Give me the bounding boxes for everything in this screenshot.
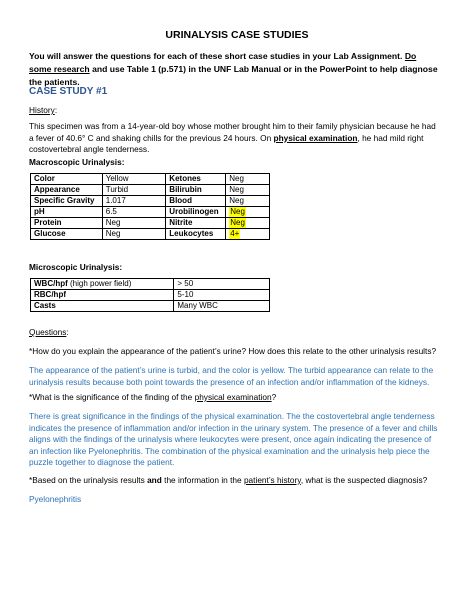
micro-row	[31, 301, 270, 312]
macro-test-value: Neg	[102, 229, 166, 240]
highlighted-value: 4+	[230, 229, 240, 238]
micro-test-label	[31, 301, 174, 312]
macro-label: Macroscopic Urinalysis:	[29, 157, 125, 167]
macro-test-label: Leukocytes	[166, 229, 226, 240]
macro-test-label: Ketones	[166, 174, 226, 185]
answer-2: There is great significance in the findings of the physical examination. The the costovertebral angle tenderness indicates the presence of inflammation and/or infection in the urinary system. The presence of a fever and chills aligns with the findings of the urinalysis where leukocytes were present, once again indicating the presence of an infection like Pyelonephritis. The combination of the physical examination and the urinalysis help piece the puzzle together to diagnose the patient.	[29, 411, 438, 468]
macro-test-value: Neg	[226, 185, 270, 196]
macro-test-value: 6.5	[102, 207, 166, 218]
macro-test-value: Neg	[226, 196, 270, 207]
questions-label: Questions	[29, 327, 67, 337]
macro-row	[31, 207, 270, 218]
macro-test-label: Glucose	[31, 229, 103, 240]
macro-row	[31, 174, 270, 185]
instructions-part1: You will answer the questions for each of these short case studies in your Lab Assignment.	[29, 51, 405, 61]
macro-test-label: Protein	[31, 218, 103, 229]
macro-test-value	[226, 207, 270, 218]
instructions-part3: and use Table 1 (p.571) in the UNF Lab Manual or in the PowerPoint to help diagnose the patients.	[29, 64, 438, 87]
history-text-part1: This specimen was from a 14-year-old boy whose mother brought him to their family physician because he had a fever of 40.6° C and shaking chills for the previous 24 hours. On	[29, 121, 436, 143]
question-2-end: ?	[271, 392, 277, 402]
question-2	[29, 392, 441, 404]
macro-row	[31, 185, 270, 196]
macro-test-value: Yellow	[102, 174, 166, 185]
instructions-research: Do some research	[29, 51, 417, 74]
macro-test-label: Specific Gravity	[31, 196, 103, 207]
micro-test-note: (high power field)	[67, 279, 132, 288]
micro-test-name: RBC/hpf	[34, 290, 66, 299]
macro-test-label: Nitrite	[166, 218, 226, 229]
macro-test-label: Blood	[166, 196, 226, 207]
question-3-part2: the information in the	[161, 475, 244, 485]
macro-test-value	[226, 229, 270, 240]
micro-test-value: 5-10	[174, 290, 270, 301]
micro-test-label	[31, 279, 174, 290]
history-label-line	[29, 105, 441, 117]
macro-test-label: Bilirubin	[166, 185, 226, 196]
questions-colon: :	[66, 327, 69, 337]
question-3	[29, 475, 441, 487]
macro-test-value: Neg	[226, 174, 270, 185]
question-1: *How do you explain the appearance of the patient’s urine? How does this relate to the other urinalysis results?	[29, 346, 437, 356]
microscopic-table	[30, 278, 270, 312]
macro-test-value: Turbid	[102, 185, 166, 196]
macro-test-label: pH	[31, 207, 103, 218]
micro-row	[31, 279, 270, 290]
macro-test-label: Color	[31, 174, 103, 185]
micro-test-value: > 50	[174, 279, 270, 290]
macro-row	[31, 196, 270, 207]
micro-row	[31, 290, 270, 301]
micro-test-value: Many WBC	[174, 301, 270, 312]
macro-row	[31, 218, 270, 229]
history-label: History	[29, 105, 55, 115]
macroscopic-table	[30, 173, 270, 240]
highlighted-value: Neg	[230, 207, 245, 216]
macro-row	[31, 229, 270, 240]
questions-label-line	[29, 327, 441, 339]
macro-test-value: 1.017	[102, 196, 166, 207]
question-2-link: physical examination	[194, 392, 272, 402]
page-title: URINALYSIS CASE STUDIES	[165, 29, 309, 41]
history-physical-exam: physical examination	[273, 132, 358, 143]
question-3-and: and	[147, 475, 162, 485]
answer-3: Pyelonephritis	[29, 494, 82, 504]
question-3-link: patient’s history	[243, 475, 301, 485]
macro-test-value	[226, 218, 270, 229]
instructions	[29, 50, 439, 89]
highlighted-value: Neg	[230, 218, 245, 227]
history-text	[29, 121, 441, 156]
question-3-part1: *Based on the urinalysis results	[29, 475, 148, 485]
history-colon: :	[54, 105, 58, 115]
micro-test-name: WBC/hpf	[34, 279, 68, 288]
question-3-part3: , what is the suspected diagnosis?	[300, 475, 428, 485]
macro-test-label: Urobilinogen	[166, 207, 226, 218]
macro-test-value: Neg	[102, 218, 166, 229]
micro-label: Microscopic Urinalysis:	[29, 262, 123, 272]
question-2-text: *What is the significance of the finding of the	[29, 392, 195, 402]
case-study-heading: CASE STUDY #1	[29, 86, 108, 97]
macro-test-label: Appearance	[31, 185, 103, 196]
micro-test-label	[31, 290, 174, 301]
micro-test-name: Casts	[34, 301, 56, 310]
history-text-part2: , he had mild right costovertebral angle tenderness.	[29, 132, 424, 155]
answer-1: The appearance of the patient’s urine is turbid, and the color is yellow. The turbid appearance can relate to the urinalysis results because both point towards the presence of an infection and/or inflammation of the kidneys.	[29, 365, 434, 387]
